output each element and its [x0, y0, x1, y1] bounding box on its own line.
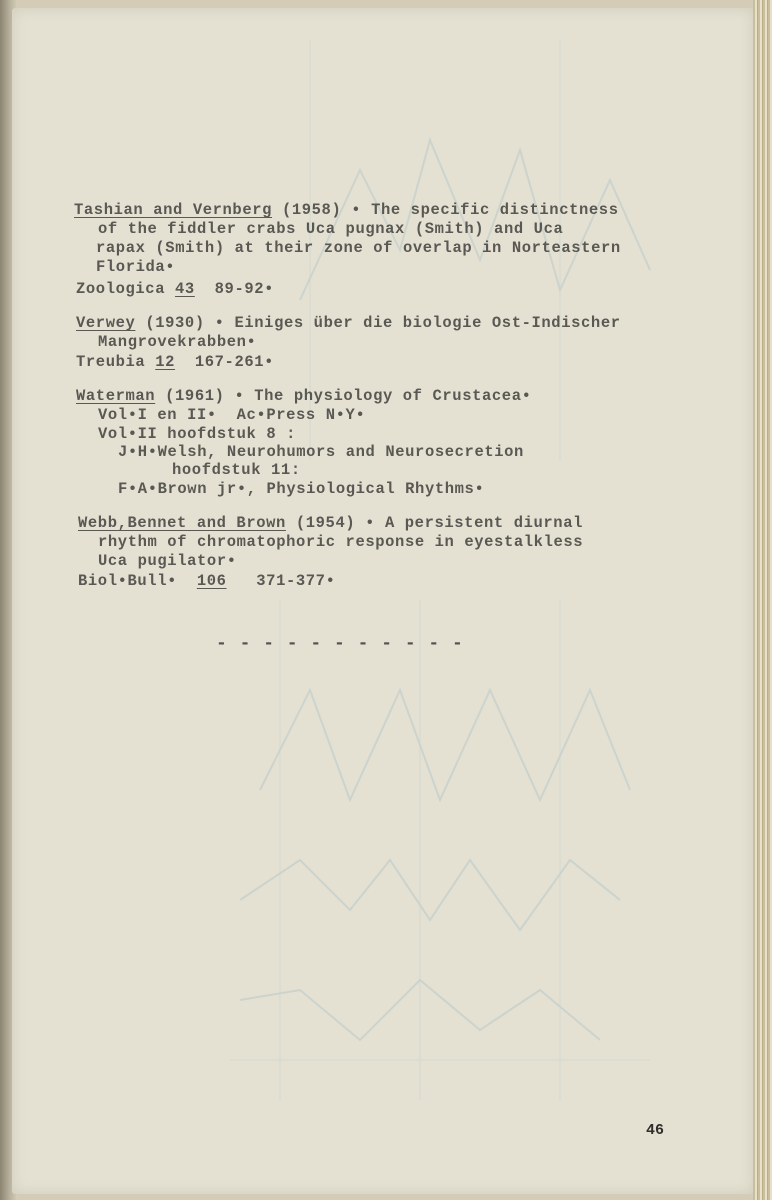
ref-4-year: (1954) [295, 514, 356, 532]
ref-2-journal: Treubia [76, 353, 146, 371]
ref-2-line-2: Mangrovekrabben• [98, 333, 257, 351]
ref-3-line-1: • The physiology of Crustacea• [234, 387, 532, 405]
page-number: 46 [646, 1122, 665, 1139]
ref-4-journal: Biol•Bull• [78, 572, 178, 590]
ref-1-pages: 89-92• [214, 280, 275, 298]
ref-2-author: Verwey [76, 314, 136, 332]
ref-2-volume: 12 [155, 353, 176, 371]
ref-3-year: (1961) [165, 387, 225, 405]
ref-2-year: (1930) [145, 314, 205, 332]
ref-1-line-3: rapax (Smith) at their zone of overlap in Norteastern [96, 239, 621, 257]
section-separator: - - - - - - - - - - - [216, 634, 464, 654]
ref-3-line-6: F•A•Brown jr•, Physiological Rhythms• [118, 480, 485, 498]
ref-2-line-1: • Einiges über die biologie Ost-Indischer [214, 314, 621, 332]
ref-4-citation [78, 572, 335, 591]
ref-2-citation [76, 353, 274, 372]
ref-1-author: Tashian and Vernberg [74, 201, 273, 219]
ref-4-pages: 371-377• [256, 572, 336, 590]
ref-4-author: Webb,Bennet and Brown [78, 514, 286, 532]
ref-1-volume: 43 [175, 280, 195, 298]
ref-4-volume: 106 [196, 572, 227, 590]
ref-4-line-2: rhythm of chromatophoric response in eyestalkless [98, 533, 584, 551]
ref-3-line-4: J•H•Welsh, Neurohumors and Neurosecretion [118, 443, 524, 461]
ref-3-line-3: Vol•II hoofdstuk 8 : [98, 425, 297, 443]
ref-1-line-2: of the fiddler crabs Uca pugnax (Smith) and Uca [98, 220, 564, 238]
ref-1-line-1: • The specific distinctness [351, 201, 619, 219]
ref-3-author: Waterman [76, 387, 156, 405]
ref-1-journal: Zoologica [76, 280, 166, 298]
ref-3-line-2: Vol•I en II• Ac•Press N•Y• [98, 406, 366, 424]
ref-1-citation [76, 280, 274, 299]
ref-3-line-5: hoofdstuk 11: [172, 461, 301, 479]
ref-1-heading [74, 201, 619, 220]
ref-1-year: (1958) [281, 201, 342, 219]
ref-2-heading [76, 314, 621, 333]
ref-4-line-1: • A persistent diurnal [365, 514, 584, 532]
ref-2-pages: 167-261• [194, 353, 275, 371]
ref-1-line-4: Florida• [96, 258, 176, 276]
ref-4-heading [78, 514, 583, 533]
ref-3-heading [76, 387, 532, 406]
ref-4-line-3: Uca pugilator• [98, 552, 237, 570]
